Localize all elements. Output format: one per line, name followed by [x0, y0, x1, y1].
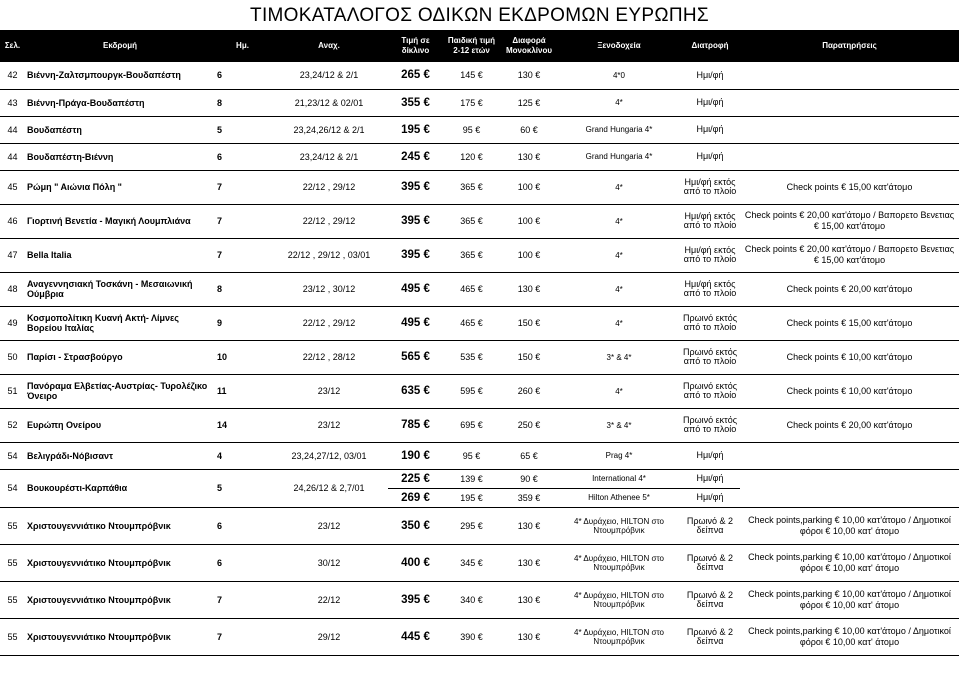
- departure-cell: 24,26/12 & 2,7/01: [270, 469, 388, 507]
- header-cell: Αναχ.: [270, 30, 388, 62]
- table-row: [0, 442, 959, 469]
- hotel-cell: 4* Δυράχειο, HILTON στο Ντουμπρόβνικ: [558, 618, 680, 655]
- hotel-cell: Grand Hungaria 4*: [558, 116, 680, 143]
- price-double-cell: 355 €: [388, 89, 443, 116]
- tour-name-cell: Αναγεννησιακή Τοσκάνη - Μεσαιωνική Ούμβρια: [25, 272, 215, 306]
- departure-cell: 23,24,26/12 & 2/1: [270, 116, 388, 143]
- table-row: [0, 204, 959, 238]
- single-supplement-cell: 260 €: [500, 374, 558, 408]
- price-double-cell: 395 €: [388, 238, 443, 272]
- hotel-cell: 4*: [558, 89, 680, 116]
- page-number-cell: 55: [0, 618, 25, 655]
- child-price-cell: 365 €: [443, 170, 500, 204]
- child-price-cell: 695 €: [443, 408, 500, 442]
- header-cell: Παρατηρήσεις: [740, 30, 959, 62]
- notes-cell: Check points,parking € 10,00 κατ'άτομο / Δημοτικοί φόροι € 10,00 κατ' άτομο: [740, 618, 959, 655]
- notes-cell: Check points,parking € 10,00 κατ'άτομο / Δημοτικοί φόροι € 10,00 κατ' άτομο: [740, 544, 959, 581]
- header-cell: Ημ.: [215, 30, 270, 62]
- board-cell: Ημι/φή: [680, 89, 740, 116]
- page-number-cell: 54: [0, 469, 25, 507]
- page-number-cell: 46: [0, 204, 25, 238]
- hotel-cell: 4*: [558, 238, 680, 272]
- days-cell: 7: [215, 581, 270, 618]
- tour-name-cell: Βιέννη-Πράγα-Βουδαπέστη: [25, 89, 215, 116]
- child-price-cell: 365 €: [443, 238, 500, 272]
- notes-cell: Check points € 10,00 κατ'άτομο: [740, 374, 959, 408]
- price-double-cell: 495 €: [388, 306, 443, 340]
- days-cell: 7: [215, 238, 270, 272]
- single-supplement-cell: 130 €: [500, 272, 558, 306]
- single-supplement-cell: 130 €: [500, 618, 558, 655]
- hotel-cell: 4*: [558, 170, 680, 204]
- child-price-cell: 145 €: [443, 62, 500, 89]
- single-supplement-cell: 125 €: [500, 89, 558, 116]
- tour-name-cell: Χριστουγεννιάτικο Ντουμπρόβνικ: [25, 581, 215, 618]
- board-cell: Ημι/φή εκτός από το πλοίο: [680, 170, 740, 204]
- page-title: ΤΙΜΟΚΑΤΑΛΟΓΟΣ ΟΔΙΚΩΝ ΕΚΔΡΟΜΩΝ ΕΥΡΩΠΗΣ: [250, 5, 709, 26]
- board-cell: Ημι/φή: [680, 442, 740, 469]
- table-row: [0, 408, 959, 442]
- tour-name-cell: Βουδαπέστη-Βιέννη: [25, 143, 215, 170]
- notes-cell: [740, 116, 959, 143]
- header-row: [0, 30, 959, 62]
- days-cell: 6: [215, 143, 270, 170]
- child-price-cell: 340 €: [443, 581, 500, 618]
- tour-name-cell: Κοσμοπολίτικη Κυανή Ακτή- Λίμνες Βορείου Ιταλίας: [25, 306, 215, 340]
- single-supplement-cell: 65 €: [500, 442, 558, 469]
- tour-name-cell: Ρώμη " Αιώνια Πόλη ": [25, 170, 215, 204]
- child-price-cell: 595 €: [443, 374, 500, 408]
- board-cell: Πρωινό εκτός από το πλοίο: [680, 374, 740, 408]
- days-cell: 11: [215, 374, 270, 408]
- board-cell: Πρωινό εκτός από το πλοίο: [680, 306, 740, 340]
- single-supplement-cell: 150 €: [500, 306, 558, 340]
- price-double-cell: 400 €: [388, 544, 443, 581]
- page-number-cell: 42: [0, 62, 25, 89]
- page-number-cell: 55: [0, 544, 25, 581]
- board-cell: Ημι/φή: [680, 116, 740, 143]
- single-supplement-cell: 60 €: [500, 116, 558, 143]
- notes-cell: Check points € 20,00 κατ'άτομο / Βαπορετο Βενετιας € 15,00 κατ'άτομο: [740, 238, 959, 272]
- days-cell: 6: [215, 507, 270, 544]
- departure-cell: 22/12: [270, 581, 388, 618]
- notes-cell: Check points € 20,00 κατ'άτομο / Βαπορετο Βενετιας € 15,00 κατ'άτομο: [740, 204, 959, 238]
- departure-cell: 23,24/12 & 2/1: [270, 62, 388, 89]
- board-cell: Ημι/φή: [680, 488, 740, 507]
- days-cell: 7: [215, 204, 270, 238]
- days-cell: 7: [215, 170, 270, 204]
- departure-cell: 23,24,27/12, 03/01: [270, 442, 388, 469]
- single-supplement-cell: 130 €: [500, 581, 558, 618]
- days-cell: 4: [215, 442, 270, 469]
- page-number-cell: 48: [0, 272, 25, 306]
- single-supplement-cell: 130 €: [500, 507, 558, 544]
- notes-cell: Check points,parking € 10,00 κατ'άτομο / Δημοτικοί φόροι € 10,00 κατ' άτομο: [740, 507, 959, 544]
- hotel-cell: Prag 4*: [558, 442, 680, 469]
- table-row: [0, 62, 959, 89]
- child-price-cell: 365 €: [443, 204, 500, 238]
- page-number-cell: 50: [0, 340, 25, 374]
- child-price-cell: 465 €: [443, 272, 500, 306]
- single-supplement-cell: 250 €: [500, 408, 558, 442]
- child-price-cell: 465 €: [443, 306, 500, 340]
- page-number-cell: 55: [0, 581, 25, 618]
- board-cell: Ημι/φή εκτός από το πλοίο: [680, 272, 740, 306]
- page-number-cell: 51: [0, 374, 25, 408]
- notes-cell: Check points € 10,00 κατ'άτομο: [740, 340, 959, 374]
- departure-cell: 22/12 , 28/12: [270, 340, 388, 374]
- price-double-cell: 190 €: [388, 442, 443, 469]
- notes-cell: [740, 89, 959, 116]
- price-double-cell: 565 €: [388, 340, 443, 374]
- board-cell: Πρωινό εκτός από το πλοίο: [680, 340, 740, 374]
- tour-name-cell: Χριστουγεννιάτικο Ντουμπρόβνικ: [25, 618, 215, 655]
- departure-cell: 22/12 , 29/12: [270, 306, 388, 340]
- departure-cell: 22/12 , 29/12: [270, 204, 388, 238]
- table-row: [0, 89, 959, 116]
- notes-cell: Check points € 20,00 κατ'άτομο: [740, 408, 959, 442]
- single-supplement-cell: 100 €: [500, 238, 558, 272]
- page-number-cell: 44: [0, 143, 25, 170]
- notes-cell: [740, 62, 959, 89]
- notes-cell: Check points € 15,00 κατ'άτομο: [740, 170, 959, 204]
- price-double-cell: 635 €: [388, 374, 443, 408]
- tour-name-cell: Βουκουρέστι-Καρπάθια: [25, 469, 215, 507]
- board-cell: Πρωινό & 2 δείπνα: [680, 581, 740, 618]
- days-cell: 10: [215, 340, 270, 374]
- price-double-cell: 395 €: [388, 170, 443, 204]
- hotel-cell: 4*: [558, 204, 680, 238]
- header-cell: Τιμή σε δίκλινο: [388, 30, 443, 62]
- price-double-cell: 195 €: [388, 116, 443, 143]
- price-double-cell: 785 €: [388, 408, 443, 442]
- table-row: [0, 618, 959, 655]
- hotel-cell: 4*0: [558, 62, 680, 89]
- departure-cell: 23/12 , 30/12: [270, 272, 388, 306]
- departure-cell: 23/12: [270, 507, 388, 544]
- price-table: [0, 30, 959, 656]
- table-row: [0, 143, 959, 170]
- notes-cell: [740, 442, 959, 469]
- tour-name-cell: Βελιγράδι-Νόβισαντ: [25, 442, 215, 469]
- hotel-cell: 4* Δυράχειο, HILTON στο Ντουμπρόβνικ: [558, 581, 680, 618]
- days-cell: 8: [215, 272, 270, 306]
- tour-name-cell: Παρίσι - Στρασβούργο: [25, 340, 215, 374]
- hotel-cell: 4*: [558, 272, 680, 306]
- tour-name-cell: Βουδαπέστη: [25, 116, 215, 143]
- notes-cell: Check points € 20,00 κατ'άτομο: [740, 272, 959, 306]
- notes-cell: Check points,parking € 10,00 κατ'άτομο / Δημοτικοί φόροι € 10,00 κατ' άτομο: [740, 581, 959, 618]
- child-price-cell: 295 €: [443, 507, 500, 544]
- price-double-cell: 265 €: [388, 62, 443, 89]
- single-supplement-cell: 150 €: [500, 340, 558, 374]
- table-row: [0, 238, 959, 272]
- departure-cell: 29/12: [270, 618, 388, 655]
- single-supplement-cell: 100 €: [500, 170, 558, 204]
- tour-name-cell: Γιορτινή Βενετία - Μαγική Λουμπλιάνα: [25, 204, 215, 238]
- days-cell: 6: [215, 544, 270, 581]
- days-cell: 14: [215, 408, 270, 442]
- tour-name-cell: Χριστουγεννιάτικο Ντουμπρόβνικ: [25, 544, 215, 581]
- hotel-cell: Hilton Athenee 5*: [558, 488, 680, 507]
- table-row: [0, 581, 959, 618]
- departure-cell: 22/12 , 29/12: [270, 170, 388, 204]
- days-cell: 5: [215, 469, 270, 507]
- single-supplement-cell: 100 €: [500, 204, 558, 238]
- page-number-cell: 43: [0, 89, 25, 116]
- table-row: [0, 272, 959, 306]
- tour-name-cell: Bella Italia: [25, 238, 215, 272]
- notes-cell: [740, 469, 959, 507]
- table-row: [0, 170, 959, 204]
- board-cell: Ημι/φή: [680, 469, 740, 488]
- single-supplement-cell: 359 €: [500, 488, 558, 507]
- page-number-cell: 54: [0, 442, 25, 469]
- tour-name-cell: Χριστουγεννιάτικο Ντουμπρόβνικ: [25, 507, 215, 544]
- price-double-cell: 395 €: [388, 204, 443, 238]
- board-cell: Πρωινό & 2 δείπνα: [680, 618, 740, 655]
- board-cell: Πρωινό & 2 δείπνα: [680, 507, 740, 544]
- price-double-cell: 350 €: [388, 507, 443, 544]
- days-cell: 8: [215, 89, 270, 116]
- hotel-cell: 3* & 4*: [558, 340, 680, 374]
- price-double-cell: 269 €: [388, 488, 443, 507]
- single-supplement-cell: 130 €: [500, 544, 558, 581]
- tour-name-cell: Βιέννη-Ζαλτσμπουργκ-Βουδαπέστη: [25, 62, 215, 89]
- tour-name-cell: Πανόραμα Ελβετίας-Αυστρίας- Τυρολέζικο Όνειρο: [25, 374, 215, 408]
- price-double-cell: 495 €: [388, 272, 443, 306]
- price-double-cell: 245 €: [388, 143, 443, 170]
- hotel-cell: 4* Δυράχειο, HILTON στο Ντουμπρόβνικ: [558, 507, 680, 544]
- single-supplement-cell: 130 €: [500, 62, 558, 89]
- board-cell: Ημι/φή εκτός από το πλοίο: [680, 238, 740, 272]
- hotel-cell: Grand Hungaria 4*: [558, 143, 680, 170]
- hotel-cell: 4*: [558, 374, 680, 408]
- days-cell: 6: [215, 62, 270, 89]
- page-number-cell: 45: [0, 170, 25, 204]
- header-cell: Διατροφή: [680, 30, 740, 62]
- table-row: [0, 306, 959, 340]
- hotel-cell: 3* & 4*: [558, 408, 680, 442]
- departure-cell: 30/12: [270, 544, 388, 581]
- header-cell: Παιδική τιμή 2-12 ετών: [443, 30, 500, 62]
- price-double-cell: 225 €: [388, 469, 443, 488]
- days-cell: 9: [215, 306, 270, 340]
- child-price-cell: 175 €: [443, 89, 500, 116]
- hotel-cell: International 4*: [558, 469, 680, 488]
- child-price-cell: 390 €: [443, 618, 500, 655]
- single-supplement-cell: 130 €: [500, 143, 558, 170]
- board-cell: Πρωινό & 2 δείπνα: [680, 544, 740, 581]
- header-cell: Εκδρομή: [25, 30, 215, 62]
- departure-cell: 21,23/12 & 02/01: [270, 89, 388, 116]
- table-row: [0, 116, 959, 143]
- header-cell: Διαφορά Μονοκλίνου: [500, 30, 558, 62]
- table-row: [0, 469, 959, 488]
- table-row: [0, 374, 959, 408]
- child-price-cell: 95 €: [443, 442, 500, 469]
- page-number-cell: 52: [0, 408, 25, 442]
- board-cell: Πρωινό εκτός από το πλοίο: [680, 408, 740, 442]
- table-row: [0, 340, 959, 374]
- price-double-cell: 395 €: [388, 581, 443, 618]
- page-number-cell: 44: [0, 116, 25, 143]
- departure-cell: 23/12: [270, 374, 388, 408]
- single-supplement-cell: 90 €: [500, 469, 558, 488]
- hotel-cell: 4*: [558, 306, 680, 340]
- hotel-cell: 4* Δυράχειο, HILTON στο Ντουμπρόβνικ: [558, 544, 680, 581]
- days-cell: 5: [215, 116, 270, 143]
- notes-cell: Check points € 15,00 κατ'άτομο: [740, 306, 959, 340]
- child-price-cell: 195 €: [443, 488, 500, 507]
- price-double-cell: 445 €: [388, 618, 443, 655]
- departure-cell: 23/12: [270, 408, 388, 442]
- page-number-cell: 55: [0, 507, 25, 544]
- board-cell: Ημι/φή εκτός από το πλοίο: [680, 204, 740, 238]
- child-price-cell: 120 €: [443, 143, 500, 170]
- departure-cell: 23,24/12 & 2/1: [270, 143, 388, 170]
- table-row: [0, 544, 959, 581]
- board-cell: Ημι/φή: [680, 62, 740, 89]
- child-price-cell: 95 €: [443, 116, 500, 143]
- departure-cell: 22/12 , 29/12 , 03/01: [270, 238, 388, 272]
- header-cell: Ξενοδοχεία: [558, 30, 680, 62]
- page-number-cell: 47: [0, 238, 25, 272]
- days-cell: 7: [215, 618, 270, 655]
- page-number-cell: 49: [0, 306, 25, 340]
- board-cell: Ημι/φή: [680, 143, 740, 170]
- child-price-cell: 345 €: [443, 544, 500, 581]
- child-price-cell: 139 €: [443, 469, 500, 488]
- child-price-cell: 535 €: [443, 340, 500, 374]
- tour-name-cell: Ευρώπη Ονείρου: [25, 408, 215, 442]
- notes-cell: [740, 143, 959, 170]
- header-cell: Σελ.: [0, 30, 25, 62]
- table-row: [0, 507, 959, 544]
